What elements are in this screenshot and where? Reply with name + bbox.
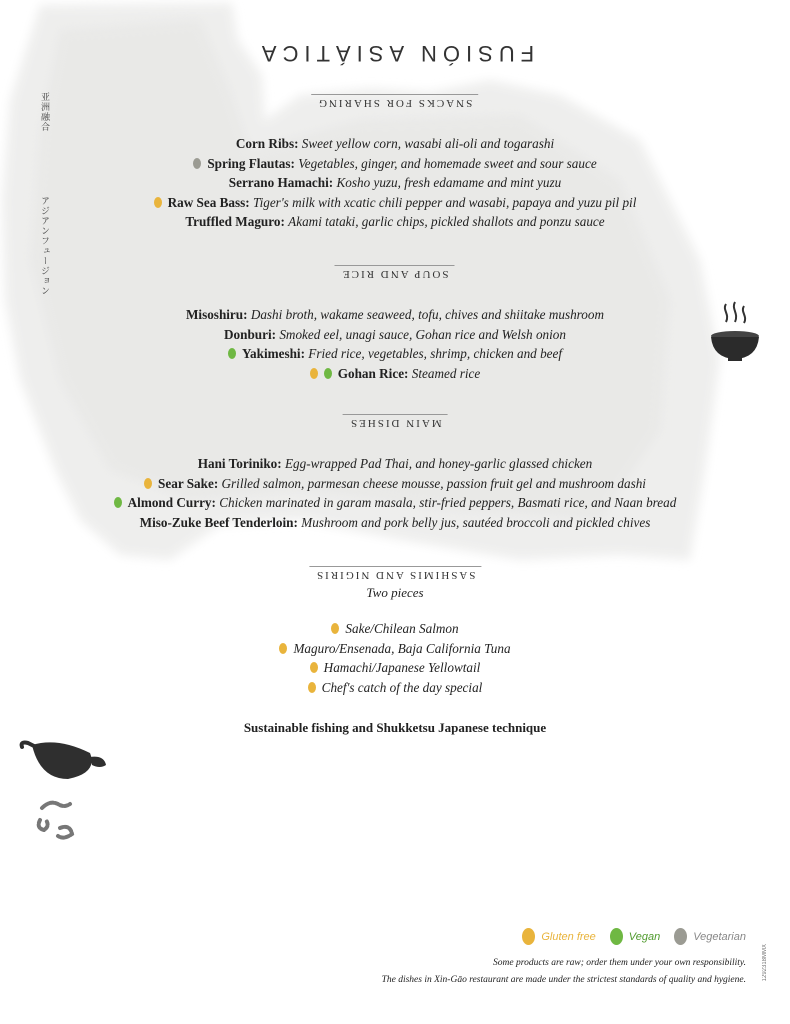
dish-description: Steamed rice xyxy=(411,365,481,381)
dish-description: Sweet yellow corn, wasabi ali-oli and togarashi xyxy=(301,136,555,151)
dish-description: Chef's catch of the day special xyxy=(321,679,483,695)
dish-description: Smoked eel, unagi sauce, Gohan rice and Welsh onion xyxy=(279,326,566,342)
section-heading: SNACKS FOR SHARING xyxy=(311,94,478,109)
gluten-free-icon xyxy=(308,682,316,693)
dish-description: Sake/Chilean Salmon xyxy=(345,621,459,636)
menu-item xyxy=(0,678,790,698)
japanese-side-text: アジアンフュージョン xyxy=(39,196,49,296)
menu-list xyxy=(0,619,790,697)
section-main xyxy=(0,408,790,532)
dish-name: Spring Flautas: xyxy=(207,155,295,171)
dish-description: Kosho yuzu, fresh edamame and mint yuzu xyxy=(336,175,562,190)
section-heading: SASHIMIS AND NIGIRIS xyxy=(309,566,481,581)
vegan-icon xyxy=(324,368,332,379)
menu-item xyxy=(0,493,790,513)
vegan-icon xyxy=(228,348,236,359)
section-sashimi xyxy=(0,560,790,697)
menu-item xyxy=(0,173,790,193)
chinese-side-text: 亚洲融合 xyxy=(39,92,49,132)
menu-item xyxy=(0,154,790,174)
menu-item xyxy=(0,364,790,384)
print-code: 1292318MMX xyxy=(762,944,768,982)
dietary-legend xyxy=(522,928,746,945)
legend-label: Gluten free xyxy=(541,930,596,943)
vegetarian-icon xyxy=(193,158,201,169)
gluten-free-icon xyxy=(331,623,339,634)
footer-line-2: The dishes in Xin-Gāo restaurant are made under the strictest standards of quality and hygiene. xyxy=(381,975,746,985)
fishing-note: Sustainable fishing and Shukketsu Japanese technique xyxy=(243,720,547,735)
footer-disclaimer xyxy=(382,955,746,989)
gluten-free-icon xyxy=(144,478,152,489)
dish-name: Sear Sake: xyxy=(158,475,219,491)
menu-item xyxy=(0,344,790,364)
dish-description: Maguro/Ensenada, Baja California Tuna xyxy=(293,640,511,656)
dish-description: Grilled salmon, parmesan cheese mousse, passion fruit gel and mushroom dashi xyxy=(221,475,646,491)
legend-label: Vegetarian xyxy=(693,930,746,943)
menu-item xyxy=(0,658,790,678)
dish-name: Corn Ribs: xyxy=(235,136,299,151)
legend-gluten-free xyxy=(522,928,595,945)
dish-name: Raw Sea Bass: xyxy=(167,194,250,210)
section-soup xyxy=(0,259,790,383)
steaming-bowl-icon xyxy=(708,300,762,364)
gluten-free-icon xyxy=(154,197,162,208)
dish-description: Akami tataki, garlic chips, pickled shallots and ponzu sauce xyxy=(288,214,605,229)
section-snacks xyxy=(0,88,790,232)
menu-item xyxy=(0,454,790,474)
menu-item xyxy=(0,474,790,494)
gluten-free-icon xyxy=(279,643,287,654)
dish-description: Dashi broth, wakame seaweed, tofu, chives and shiitake mushroom xyxy=(250,307,605,322)
menu-list xyxy=(0,454,790,532)
menu-item xyxy=(0,325,790,345)
steam-swirl-icon xyxy=(34,798,78,844)
footer-line-1: Some products are raw; order them under your own responsibility. xyxy=(493,958,746,968)
menu-title: FUSIÓN ASIÁTICA xyxy=(255,41,535,66)
menu-item xyxy=(0,619,790,639)
wok-icon xyxy=(18,735,110,785)
menu-item xyxy=(0,193,790,213)
dish-description: Chicken marinated in garam masala, stir-fried peppers, Basmati rice, and Naan bread xyxy=(219,495,677,510)
dish-description: Fried rice, vegetables, shrimp, chicken and beef xyxy=(308,346,563,361)
dish-name: Hani Toriniko: xyxy=(197,456,282,471)
section-subheading: Two pieces xyxy=(366,585,424,600)
menu-item xyxy=(0,639,790,659)
menu-item xyxy=(0,305,790,325)
menu-item xyxy=(0,513,790,533)
legend-label: Vegan xyxy=(628,930,661,943)
dish-name: Yakimeshi: xyxy=(241,346,305,361)
menu-list xyxy=(0,134,790,232)
dish-description: Egg-wrapped Pad Thai, and honey-garlic glassed chicken xyxy=(284,456,593,471)
dish-name: Misoshiru: xyxy=(185,307,248,322)
menu-item xyxy=(0,134,790,154)
gluten-free-icon xyxy=(310,368,318,379)
vegan-icon xyxy=(114,497,122,508)
vegan-icon xyxy=(610,928,623,945)
dish-description: Mushroom and pork belly jus, sautéed broccoli and pickled chives xyxy=(301,514,651,530)
menu-item xyxy=(0,212,790,232)
dish-name: Miso-Zuke Beef Tenderloin: xyxy=(139,514,298,530)
menu-list xyxy=(0,305,790,383)
dish-name: Almond Curry: xyxy=(127,495,216,510)
vegetarian-icon xyxy=(674,928,687,945)
section-heading: SOUP AND RICE xyxy=(335,265,455,280)
dish-name: Serrano Hamachi: xyxy=(228,175,334,190)
gluten-free-icon xyxy=(522,928,535,945)
legend-vegetarian xyxy=(674,928,746,945)
dish-name: Gohan Rice: xyxy=(337,365,409,381)
legend-vegan xyxy=(610,928,660,945)
gluten-free-icon xyxy=(310,662,318,673)
dish-description: Tiger's milk with xcatic chili pepper and wasabi, papaya and yuzu pil pil xyxy=(252,194,637,210)
dish-name: Donburi: xyxy=(224,326,277,342)
dish-description: Hamachi/Japanese Yellowtail xyxy=(323,660,481,675)
dish-description: Vegetables, ginger, and homemade sweet and sour sauce xyxy=(298,155,597,171)
dish-name: Truffled Maguro: xyxy=(185,214,285,229)
section-heading: MAIN DISHES xyxy=(343,414,448,429)
